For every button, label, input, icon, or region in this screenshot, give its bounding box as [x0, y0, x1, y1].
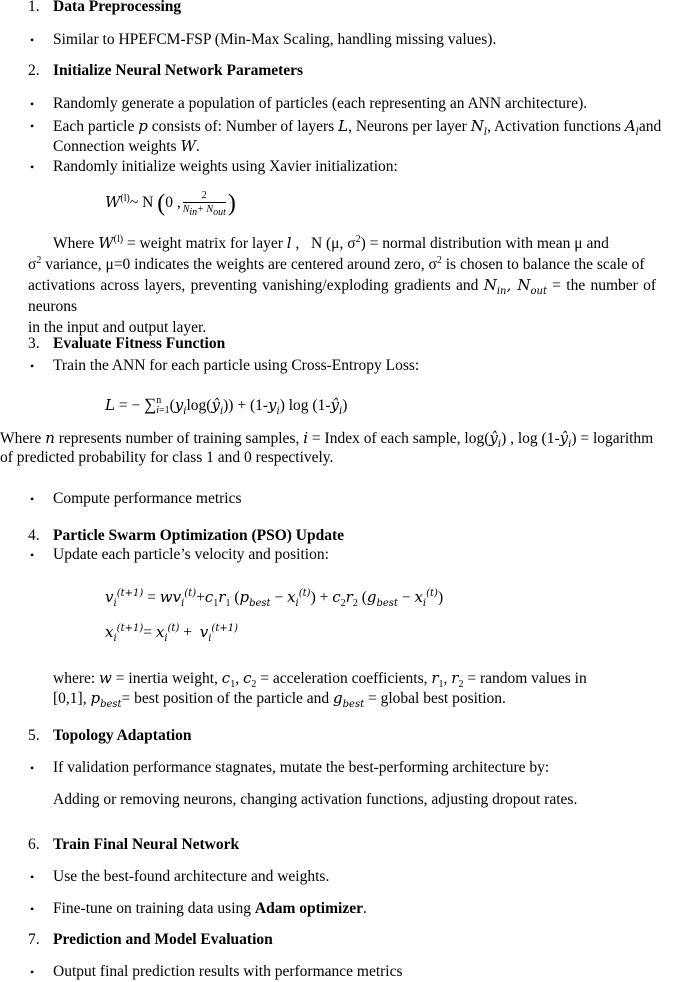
s3-bullet-2: Compute performance metrics — [53, 490, 242, 507]
s6-bullet-2: Fine-tune on training data using Adam optimizer. — [53, 900, 367, 917]
step-1-number: 1. — [28, 0, 40, 15]
s3-where-line-2: of predicted probability for class 1 and 0 respectively. — [0, 449, 334, 466]
xavier-equation: $W^{(l)}\sim$ N (0 , $\frac{2}{N_{in}+ N_{out}}$ ) — [105, 190, 236, 219]
s2-bullet-2-cont: Connection weights W. — [53, 137, 200, 155]
bullet: • — [30, 492, 35, 506]
s2-bullet-2: Each particle p consists of: Number of layers L, Neurons per layer $N_l$, Activation functions $A_land$ — [53, 117, 662, 138]
bullet: • — [30, 160, 35, 174]
s2-where-paragraph: Where $W^{(l)}$ = weight matrix for layer l , N (μ, $\sigma^2$) = normal distribution with mean μ and $\sigma^2$ variance, μ=0 indicates the weights are centered around zero, $\sigma^2$ is chosen to balance the scale of activations across layers, preventing vanishing/exploding gradients and $N_{in}$, $N_{out}$ = the number of neurons in the input and output layer. — [28, 233, 656, 336]
bullet: • — [30, 902, 35, 916]
s7-bullet-1: Output final prediction results with performance metrics — [53, 963, 403, 980]
s6-bullet-1: Use the best-found architecture and weights. — [53, 868, 330, 885]
bullet: • — [30, 761, 35, 775]
s5-sub-text: Adding or removing neurons, changing activation functions, adjusting dropout rates. — [53, 791, 578, 808]
step-6-title: Train Final Neural Network — [53, 836, 240, 853]
bullet: • — [30, 97, 35, 111]
s2-bullet-1: Randomly generate a population of particles (each representing an ANN architecture). — [53, 95, 588, 112]
step-3-title: Evaluate Fitness Function — [53, 335, 226, 352]
s3-where-line-1: Where n represents number of training samples, i = Index of each sample, $\log(ŷ_i)$ , $\log (1-ŷ_i)$ = logarithm — [0, 429, 654, 450]
bullet: • — [30, 548, 35, 562]
velocity-equation: $v_i^{(t+1)} = wv_i^{(t)}+c_1r_1$ $(p_{best} - x_i^{(t)}) + c_2r_2$ $(g_{best} - x_i^{(t)})$ — [105, 588, 444, 610]
step-7-title: Prediction and Model Evaluation — [53, 931, 273, 948]
position-equation: $x_i^{(t+1)}= x_i^{(t)} + v_i^{(t+1)}$ — [105, 623, 238, 644]
step-7-number: 7. — [28, 931, 40, 948]
bullet: • — [30, 965, 35, 979]
bullet: • — [30, 870, 35, 884]
step-6-number: 6. — [28, 836, 40, 853]
step-2-title: Initialize Neural Network Parameters — [53, 62, 304, 79]
cross-entropy-equation: L = − ∑ n i=1 $(y_i\log(ŷ_i)) + (1-y_i)$ $\log (1-ŷ_i)$ — [105, 395, 348, 417]
s3-bullet-1: Train the ANN for each particle using Cross-Entropy Loss: — [53, 357, 420, 374]
bullet: • — [30, 119, 35, 133]
s4-where-line-2: [0,1], $p_{best}=$ best position of the particle and $g_{best}$ = global best position. — [53, 689, 506, 710]
s1-bullet-1: Similar to HPEFCM-FSP (Min-Max Scaling, handling missing values). — [53, 31, 497, 48]
s5-bullet-1: If validation performance stagnates, mutate the best-performing architecture by: — [53, 759, 550, 776]
step-5-number: 5. — [28, 727, 40, 744]
step-1-title: Data Preprocessing — [53, 0, 182, 15]
s4-where-line-1: where: w = inertia weight, $c_1$, $c_2$ = acceleration coefficients, $r_1$, $r_2$ = random values in — [53, 669, 587, 691]
step-3-number: 3. — [28, 335, 40, 352]
step-4-title: Particle Swarm Optimization (PSO) Update — [53, 527, 345, 544]
bullet: • — [30, 33, 35, 47]
step-5-title: Topology Adaptation — [53, 727, 192, 744]
s4-bullet-1: Update each particle’s velocity and position: — [53, 546, 329, 563]
s2-bullet-3: Randomly initialize weights using Xavier initialization: — [53, 158, 398, 175]
step-4-number: 4. — [28, 527, 40, 544]
bullet: • — [30, 359, 35, 373]
step-2-number: 2. — [28, 62, 40, 79]
